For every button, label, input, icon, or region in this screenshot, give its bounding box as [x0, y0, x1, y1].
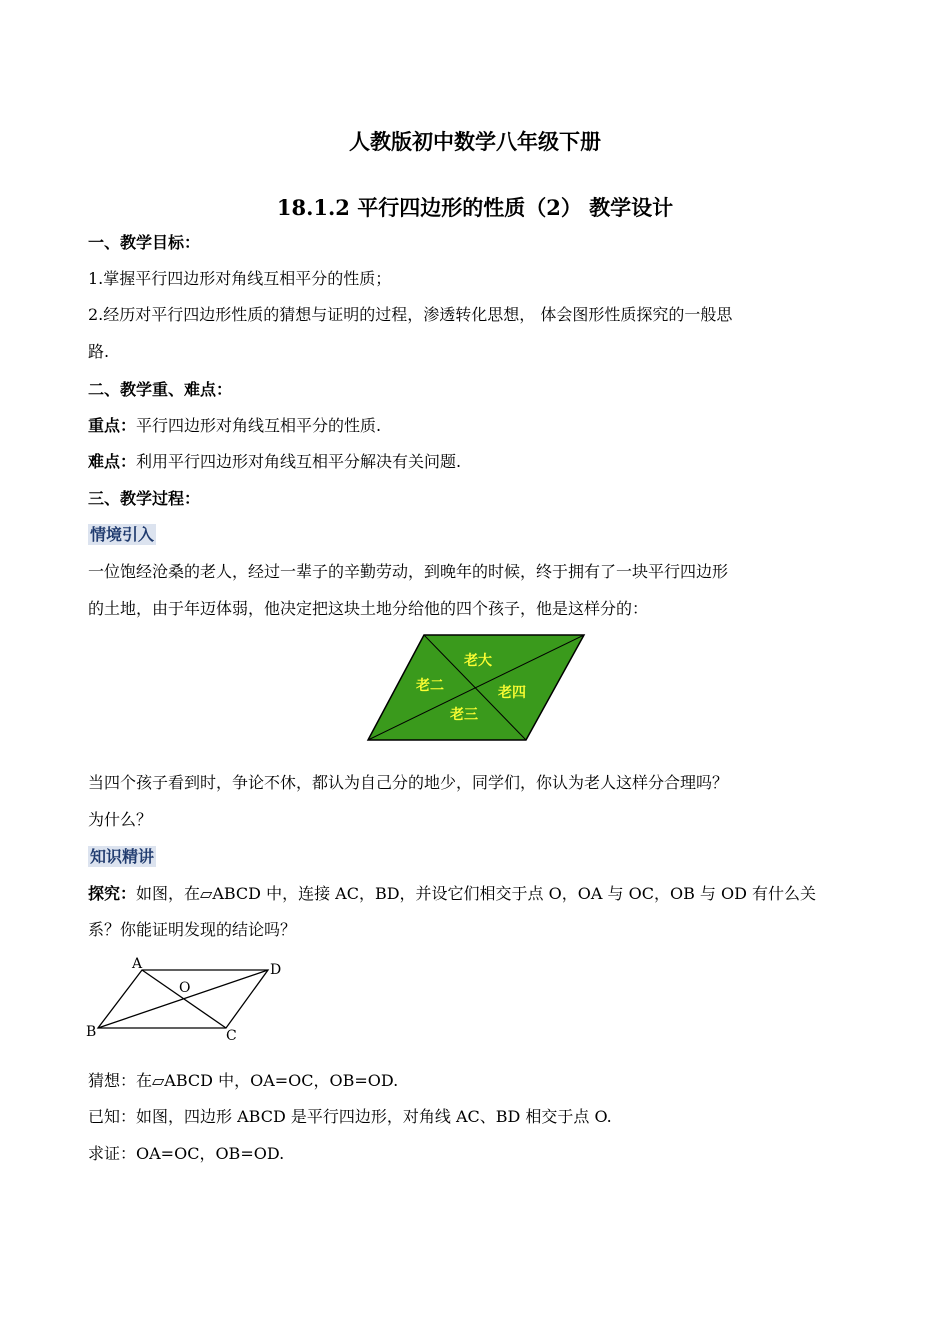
- question-line1: 当四个孩子看到时，争论不休，都认为自己分的地少，同学们，你认为老人这样分合理吗？: [88, 773, 729, 792]
- parallelogram-abcd-figure: [84, 952, 294, 1046]
- objective-2-line2: 路.: [88, 342, 110, 361]
- document-title: 人教版初中数学八年级下册: [349, 129, 601, 154]
- story-line1: 一位饱经沧桑的老人，经过一辈子的辛勤劳动，到晚年的时候，终于拥有了一块平行四边形: [88, 562, 729, 581]
- vertex-d-label: D: [270, 962, 282, 978]
- knowledge-tag-line: [88, 847, 868, 867]
- key-point-label: 重点：: [88, 416, 137, 435]
- field-figure: [366, 633, 586, 743]
- difficult-point-label: 难点：: [88, 452, 137, 471]
- difficult-point-text: 利用平行四边形对角线互相平分解决有关问题.: [136, 452, 462, 471]
- key-point: [88, 416, 868, 436]
- guess-line: 猜想：在▱ABCD 中，OA=OC，OB=OD.: [88, 1071, 399, 1090]
- knowledge-tag: 知识精讲: [90, 847, 155, 866]
- section3-heading: 三、教学过程：: [88, 489, 201, 508]
- diagonal-bd: [98, 970, 268, 1028]
- label-second: 老二: [416, 678, 444, 694]
- key-point-text: 平行四边形对角线互相平分的性质.: [136, 416, 382, 435]
- explore-label: 探究：: [88, 884, 137, 903]
- intro-tag: 情境引入: [90, 525, 155, 544]
- difficult-point: [88, 452, 868, 472]
- objective-2-line1: 2.经历对平行四边形性质的猜想与证明的过程，渗透转化思想， 体会图形性质探究的一般思: [88, 305, 733, 324]
- vertex-c-label: C: [226, 1028, 237, 1044]
- explore-text: 如图，在▱ABCD 中，连接 AC，BD，并设它们相交于点 O，OA 与 OC，OB 与 OD 有什么关: [136, 884, 817, 903]
- given-line: 已知：如图，四边形 ABCD 是平行四边形，对角线 AC、BD 相交于点 O.: [88, 1107, 612, 1126]
- label-fourth: 老四: [498, 685, 526, 701]
- document-subtitle: 18.1.2 平行四边形的性质（2） 教学设计: [276, 195, 674, 220]
- label-eldest: 老大: [464, 653, 492, 669]
- story-line2: 的土地，由于年迈体弱，他决定把这块土地分给他的四个孩子，他是这样分的：: [88, 599, 649, 618]
- label-third: 老三: [450, 707, 478, 723]
- objective-1: 1.掌握平行四边形对角线互相平分的性质；: [88, 269, 392, 288]
- question-line2: 为什么？: [88, 810, 153, 829]
- explore-line1: [88, 884, 868, 904]
- explore-line2: 系？你能证明发现的结论吗？: [88, 920, 297, 939]
- center-o-label: O: [179, 980, 191, 996]
- vertex-a-label: A: [132, 956, 143, 972]
- vertex-b-label: B: [86, 1024, 97, 1040]
- prove-line: 求证：OA=OC，OB=OD.: [88, 1144, 285, 1163]
- section1-heading: 一、教学目标：: [88, 233, 201, 252]
- intro-tag-line: [88, 525, 868, 545]
- section2-heading: 二、教学重、难点：: [88, 380, 233, 399]
